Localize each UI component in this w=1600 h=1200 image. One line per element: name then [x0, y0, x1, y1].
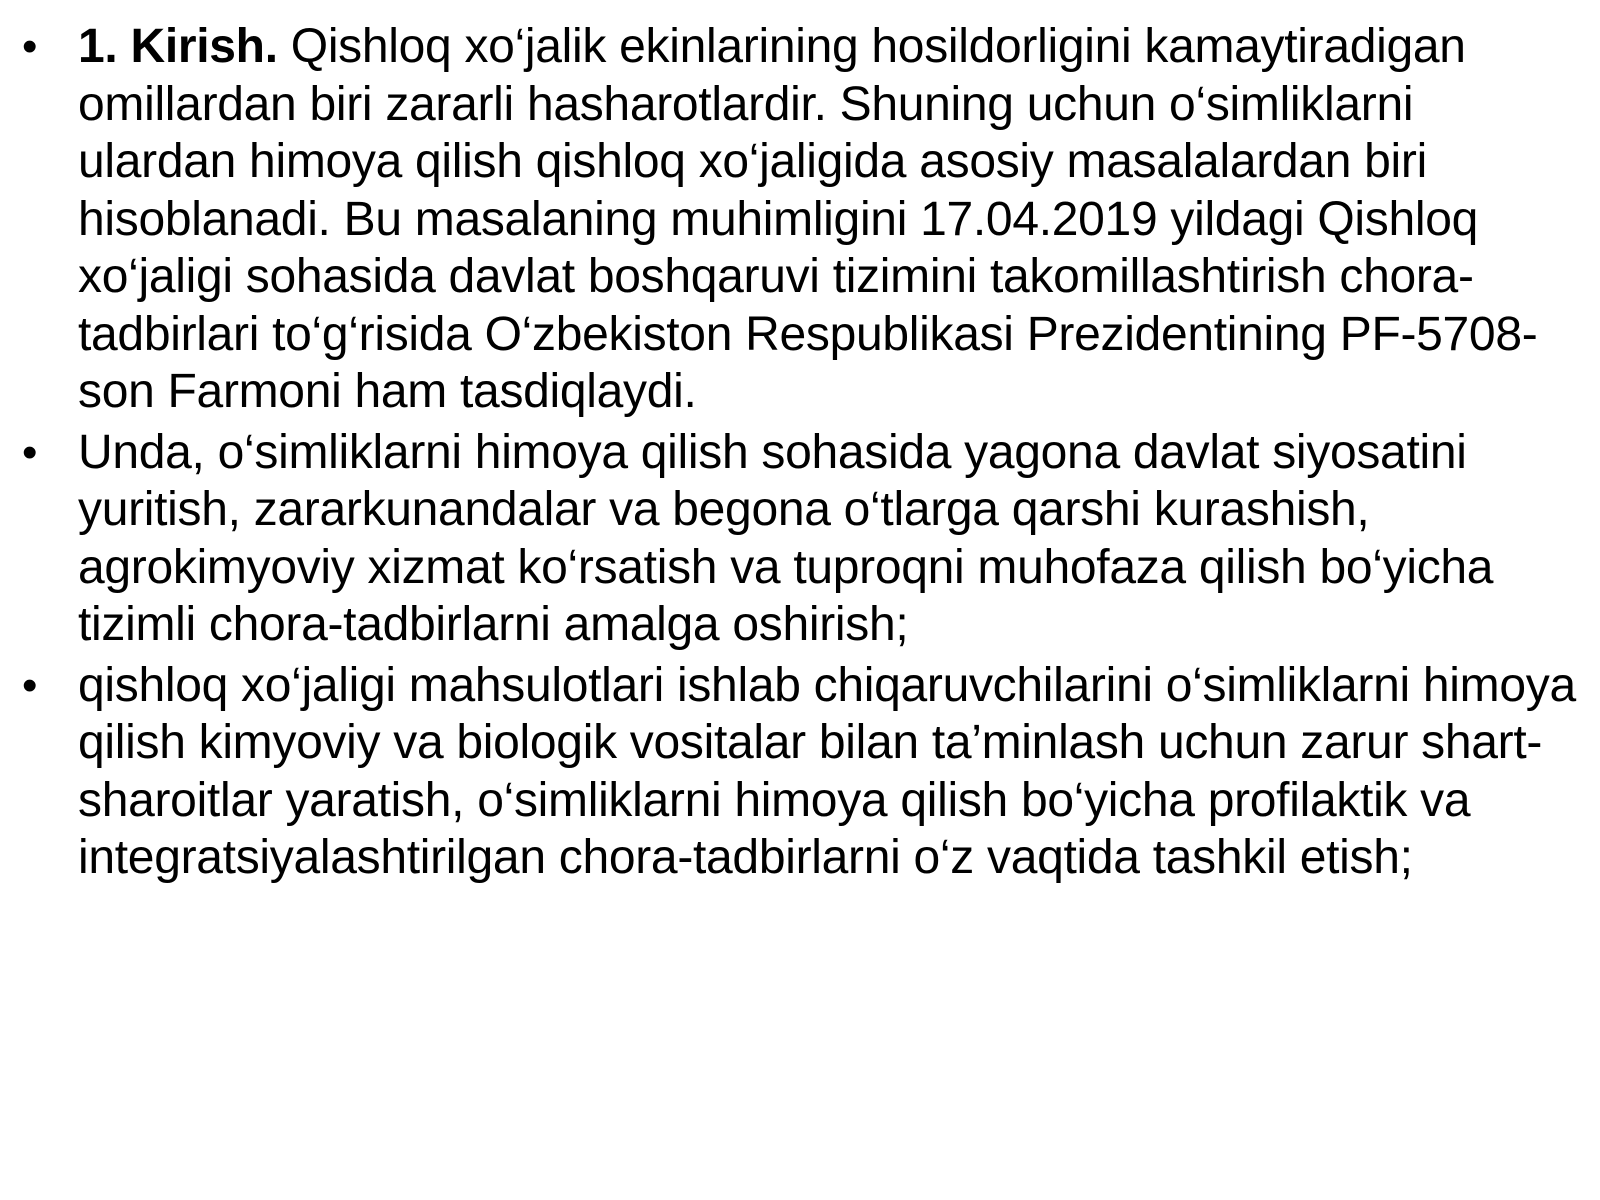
bullet-text: Unda, o‘simliklarni himoya qilish sohasida yagona davlat siyosatini yuritish, zararkunandalar va begona o‘tlarga qarshi kurashish, agrokimyoviy xizmat ko‘rsatish va tuproqni muhofaza qilish bo‘yicha tizimli chora-tadbirlarni amalga oshirish;: [78, 425, 1494, 651]
bullet-dot-icon: •: [22, 660, 38, 710]
bullet-text: Qishloq xo‘jalik ekinlarining hosildorligini kamaytiradigan omillardan biri zararli hasharotlardir. Shuning uchun o‘simliklarni ulardan himoya qilish qishloq xo‘jaligida asosiy masalalardan biri hisoblanadi. Bu masalaning muhimligini 17.04.2019 yildagi Qishloq xo‘jaligi sohasida davlat boshqaruvi tizimini takomillashtirish chora-tadbirlari to‘g‘risida O‘zbekiston Respublikasi Prezidentining PF-5708-son Farmoni ham tasdiqlaydi.: [78, 20, 1538, 418]
section-heading: 1. Kirish.: [78, 20, 291, 73]
bullet-item-policy: [20, 424, 1580, 654]
bullet-dot-icon: •: [22, 22, 38, 71]
bullet-list: [20, 18, 1580, 890]
bullet-item-supply: [20, 657, 1580, 887]
bullet-dot-icon: •: [22, 427, 38, 477]
bullet-item-introduction: [20, 18, 1580, 421]
bullet-text: qishloq xo‘jaligi mahsulotlari ishlab chiqaruvchilarini o‘simliklarni himoya qilish kimyoviy va biologik vositalar bilan ta’minlash uchun zarur shart-sharoitlar yaratish, o‘simliklarni himoya qilish bo‘yicha profilaktik va integratsiyalashtirilgan chora-tadbirlarni o‘z vaqtida tashkil etish;: [78, 658, 1576, 884]
